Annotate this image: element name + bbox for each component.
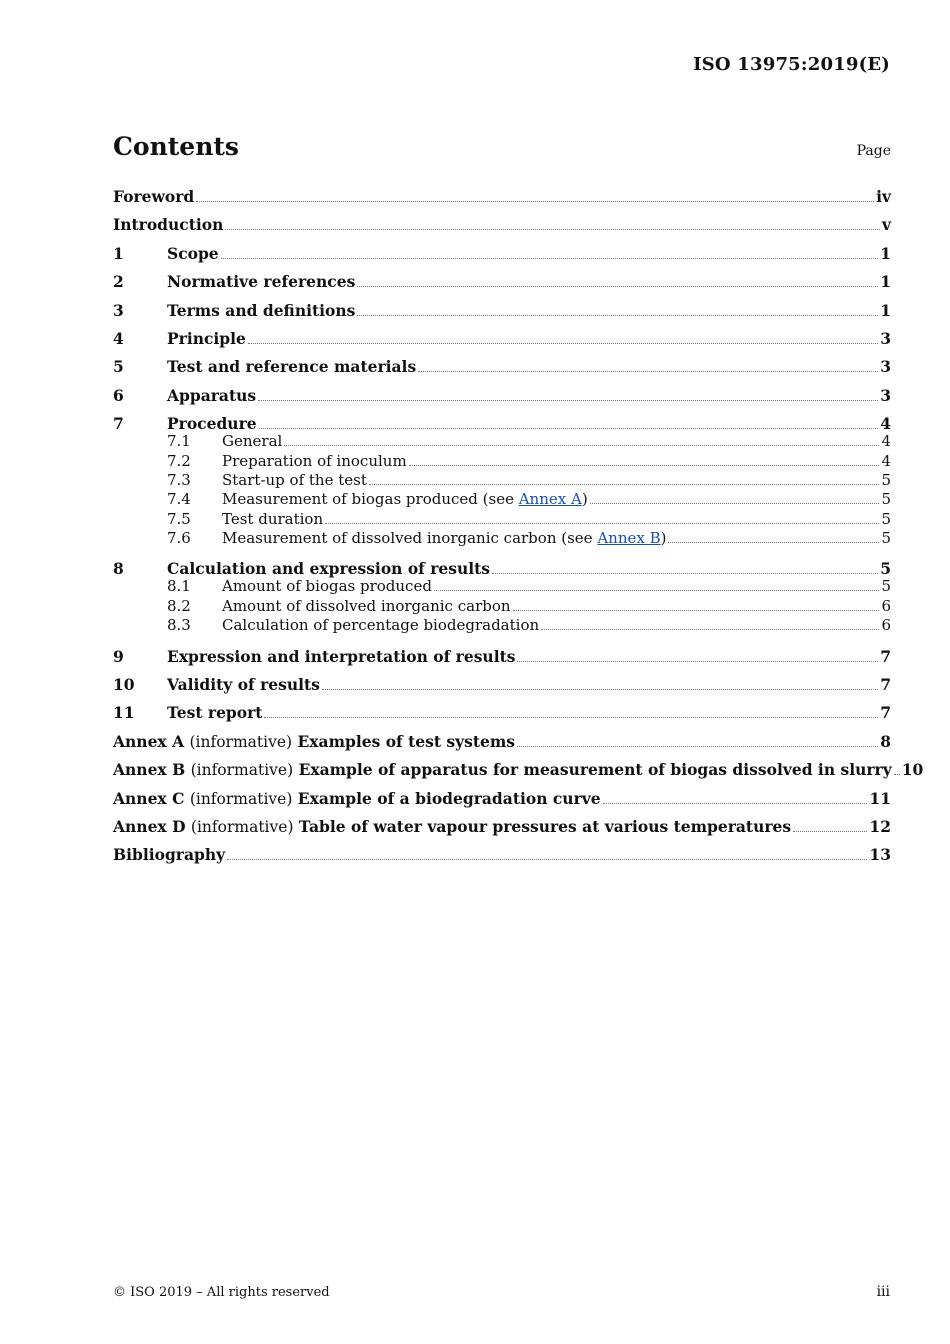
toc-subentry-label-text: Measurement of biogas produced (see (222, 490, 519, 509)
dot-leader (590, 502, 880, 504)
annex-name: Annex D (113, 816, 186, 836)
dot-leader (894, 773, 900, 775)
annex-type: (informative) (189, 732, 293, 751)
toc-subentry-number: 7.3 (167, 470, 191, 489)
toc-entry-number: 1 (113, 243, 124, 263)
toc-subentry-page: 5 (881, 529, 891, 548)
toc-entry-test-and-reference-materials[interactable] (113, 355, 891, 383)
toc-entry-calculation-and-expression-of-results[interactable] (113, 557, 891, 577)
toc-entry-number: 6 (113, 385, 124, 405)
toc-subentry-number: 8.2 (167, 596, 191, 615)
toc-entry-page: 12 (869, 816, 891, 836)
toc-entry-number: 2 (113, 272, 124, 292)
annex-title: Example of apparatus for measurement of biogas dissolved in slurry (298, 760, 892, 780)
dot-leader (284, 444, 879, 446)
toc-entry-label: Validity of results (167, 675, 320, 695)
toc-subentry-number: 7.1 (167, 432, 191, 451)
document-id: ISO 13975:2019(E) (693, 54, 890, 75)
toc-entry-principle[interactable] (113, 327, 891, 355)
annex-title: Examples of test systems (297, 731, 516, 751)
copyright-notice: © ISO 2019 – All rights reserved (113, 1285, 330, 1300)
toc-entry-label: Principle (167, 328, 246, 348)
toc-subentry-label: Test duration (222, 509, 324, 528)
toc-entry-introduction[interactable] (113, 213, 891, 241)
page-number: iii (876, 1284, 890, 1300)
annex-type: (informative) (190, 761, 294, 780)
toc-entry-number: 5 (113, 357, 124, 377)
toc-entry-page: 1 (880, 272, 891, 292)
toc-entry-normative-references[interactable] (113, 270, 891, 298)
dot-leader (357, 285, 878, 287)
dot-leader (517, 660, 878, 662)
toc-entry-number: 7 (113, 414, 124, 434)
toc-entry-label: Test and reference materials (167, 357, 417, 377)
toc-annex-label (113, 815, 791, 839)
toc-entry-page: 13 (869, 845, 891, 865)
toc-subentry-number: 8.1 (167, 577, 191, 596)
toc-subentry-label: Start-up of the test (222, 470, 367, 489)
toc-entry-page: 10 (901, 760, 924, 780)
toc-entry-procedure[interactable] (113, 412, 891, 432)
toc-subentry-measurement-of-biogas-produced[interactable] (113, 490, 891, 509)
dot-leader (668, 541, 879, 543)
toc-entry-page: 11 (869, 788, 891, 808)
dot-leader (409, 464, 880, 466)
toc-entry-annex-b[interactable] (113, 758, 924, 786)
toc-header (113, 132, 891, 166)
dot-leader (369, 483, 880, 485)
toc-entry-page: 1 (880, 243, 891, 263)
toc-subentry-amount-of-dissolved-inorganic-carbon[interactable] (113, 597, 891, 616)
toc-subentry-start-up-of-the-test[interactable] (113, 471, 891, 490)
toc-entry-page: 7 (880, 675, 891, 695)
toc-title: Contents (113, 132, 240, 161)
toc-subentry-label: General (222, 432, 283, 451)
toc-entry-annex-c[interactable] (113, 787, 891, 815)
toc-entry-page: 5 (880, 559, 891, 579)
toc-subentry-measurement-of-dissolved-inorganic-carbon[interactable] (113, 529, 891, 557)
toc-subentry-test-duration[interactable] (113, 510, 891, 529)
dot-leader (357, 314, 878, 316)
toc-annex-label (113, 730, 515, 754)
toc-subentry-number: 8.3 (167, 616, 191, 635)
toc-subentry-page: 4 (881, 451, 891, 470)
toc-entry-bibliography[interactable] (113, 843, 891, 871)
toc-page-column-label: Page (856, 143, 891, 159)
toc-entry-expression-and-interpretation-of-results[interactable] (113, 645, 891, 673)
toc-subentry-label-suffix: ) (660, 529, 667, 548)
toc-entry-label: Expression and interpretation of results (167, 646, 516, 666)
toc-entry-page: 1 (880, 300, 891, 320)
toc-entry-number: 3 (113, 300, 124, 320)
toc-subentry-label (222, 529, 666, 548)
toc-entry-label: Normative references (167, 272, 356, 292)
dot-leader (517, 745, 878, 747)
toc-subentry-label: Amount of biogas produced (222, 577, 432, 596)
annex-type: (informative) (189, 789, 293, 808)
toc-subentry-number: 7.6 (167, 529, 191, 548)
toc-entry-label: Apparatus (167, 385, 257, 405)
annex-type: (informative) (190, 817, 294, 836)
toc-entry-apparatus[interactable] (113, 384, 891, 412)
dot-leader (221, 257, 879, 259)
toc-entry-page: 7 (880, 703, 891, 723)
toc-entry-page: 3 (880, 328, 891, 348)
toc-annex-label (113, 787, 601, 811)
toc-subentry-number: 7.4 (167, 490, 191, 509)
toc-subentry-page: 6 (881, 616, 891, 635)
dot-leader (258, 399, 878, 401)
toc-entry-label: Scope (167, 243, 219, 263)
annex-title: Example of a biodegradation curve (297, 788, 601, 808)
toc-entry-page: 3 (880, 357, 891, 377)
toc-subentry-number: 7.2 (167, 451, 191, 470)
toc-entry-scope[interactable] (113, 242, 891, 270)
toc-subentry-label-text: Measurement of dissolved inorganic carbon (see (222, 529, 598, 548)
dot-leader (264, 716, 878, 718)
toc-subentry-label-suffix: ) (581, 490, 588, 509)
toc-subentry-page: 4 (881, 432, 891, 451)
dot-leader (225, 228, 880, 230)
toc-entry-label: Bibliography (113, 845, 226, 865)
toc-entry-number: 4 (113, 328, 124, 348)
toc-entry-terms-and-definitions[interactable] (113, 299, 891, 327)
dot-leader (196, 200, 874, 202)
table-of-contents (113, 185, 924, 872)
toc-annex-label (113, 758, 892, 782)
toc-subentry-label: Calculation of percentage biodegradation (222, 616, 540, 635)
toc-entry-label: Procedure (167, 414, 257, 434)
toc-subentry-page: 6 (881, 596, 891, 615)
toc-subentry-preparation-of-inoculum[interactable] (113, 452, 891, 471)
toc-entry-label: Calculation and expression of results (167, 559, 491, 579)
toc-subentry-label: Amount of dissolved inorganic carbon (222, 596, 511, 615)
toc-subentry-page: 5 (881, 509, 891, 528)
toc-subentry-amount-of-biogas-produced[interactable] (113, 577, 891, 596)
toc-entry-page: 4 (880, 414, 891, 434)
toc-entry-number: 11 (113, 703, 135, 723)
toc-subentry-label: Preparation of inoculum (222, 451, 407, 470)
toc-entry-page: iv (876, 187, 891, 206)
toc-entry-label: Foreword (113, 187, 195, 206)
toc-subentry-number: 7.5 (167, 509, 191, 528)
toc-entry-page: v (881, 215, 891, 235)
toc-entry-foreword[interactable] (113, 185, 891, 213)
toc-entry-label: Terms and definitions (167, 300, 356, 320)
toc-subentry-general[interactable] (113, 432, 891, 451)
dot-leader (325, 522, 879, 524)
dot-leader (418, 370, 878, 372)
toc-entry-label: Introduction (113, 215, 224, 235)
toc-entry-label: Test report (167, 703, 263, 723)
toc-subentry-page: 5 (881, 490, 891, 509)
toc-subentry-page: 5 (881, 577, 891, 596)
annex-name: Annex B (113, 760, 186, 780)
annex-name: Annex A (113, 731, 185, 751)
dot-leader (603, 802, 868, 804)
toc-subentry-calculation-of-percentage-biodegradation[interactable] (113, 616, 891, 644)
toc-subentry-page: 5 (881, 470, 891, 489)
toc-entry-page: 8 (880, 731, 891, 751)
dot-leader (248, 342, 878, 344)
dot-leader (541, 628, 879, 630)
dot-leader (513, 609, 880, 611)
toc-entry-number: 8 (113, 559, 124, 579)
toc-entry-annex-a[interactable] (113, 730, 891, 758)
dot-leader (434, 589, 880, 591)
toc-entry-number: 9 (113, 646, 124, 666)
annex-title: Table of water vapour pressures at various temperatures (298, 816, 792, 836)
dot-leader (227, 858, 867, 860)
dot-leader (492, 572, 878, 574)
toc-entry-page: 7 (880, 646, 891, 666)
dot-leader (259, 427, 879, 429)
toc-subentry-label (222, 490, 588, 509)
toc-entry-test-report[interactable] (113, 701, 891, 729)
annex-b-link[interactable]: Annex B (597, 529, 661, 548)
dot-leader (322, 688, 878, 690)
dot-leader (793, 830, 867, 832)
annex-a-link[interactable]: Annex A (518, 490, 582, 509)
toc-entry-number: 10 (113, 675, 135, 695)
annex-name: Annex C (113, 788, 185, 808)
toc-entry-annex-d[interactable] (113, 815, 891, 843)
toc-entry-page: 3 (880, 385, 891, 405)
toc-entry-validity-of-results[interactable] (113, 673, 891, 701)
